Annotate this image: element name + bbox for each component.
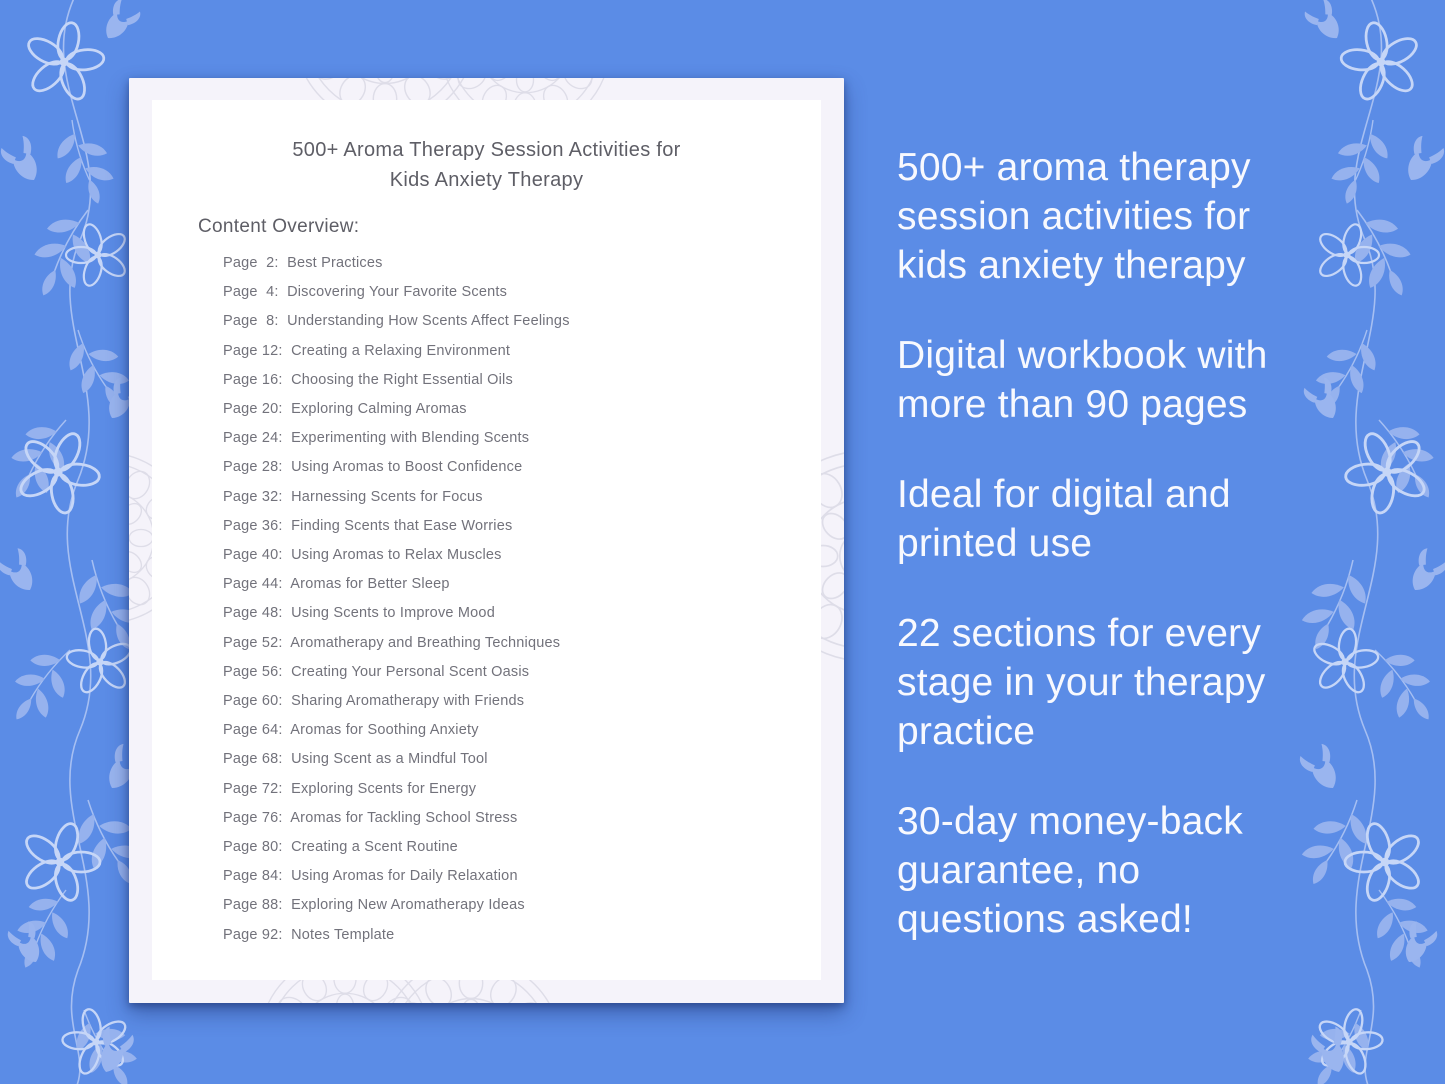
content-overview-heading: Content Overview: bbox=[198, 216, 360, 237]
toc-item: Page 8: Understanding How Scents Affect Feelings bbox=[223, 313, 570, 330]
marketing-text-line: Digital workbook with bbox=[897, 334, 1268, 377]
marketing-text-line: practice bbox=[897, 710, 1036, 753]
toc-list bbox=[223, 249, 821, 950]
toc-item: Page 92: Notes Template bbox=[223, 926, 395, 943]
toc-item: Page 60: Sharing Aromatherapy with Friends bbox=[223, 693, 525, 710]
marketing-text-line: Ideal for digital and bbox=[897, 473, 1231, 516]
marketing-text-block bbox=[897, 331, 1367, 429]
workbook-page bbox=[129, 78, 844, 1003]
toc-item: Page 68: Using Scent as a Mindful Tool bbox=[223, 751, 488, 768]
workbook-title-line2: Kids Anxiety Therapy bbox=[389, 169, 584, 191]
workbook-title-line1: 500+ Aroma Therapy Session Activities for bbox=[292, 139, 681, 161]
toc-item: Page 88: Exploring New Aromatherapy Ideas bbox=[223, 897, 525, 914]
marketing-text-line: printed use bbox=[897, 522, 1093, 565]
toc-item: Page 80: Creating a Scent Routine bbox=[223, 839, 458, 856]
marketing-text-block bbox=[897, 609, 1367, 756]
marketing-text-block bbox=[897, 470, 1367, 568]
marketing-text-line: session activities for bbox=[897, 195, 1251, 238]
toc-item: Page 64: Aromas for Soothing Anxiety bbox=[223, 722, 479, 739]
toc-item: Page 40: Using Aromas to Relax Muscles bbox=[223, 547, 502, 564]
workbook-title bbox=[152, 135, 821, 195]
toc-item: Page 76: Aromas for Tackling School Stress bbox=[223, 809, 518, 826]
marketing-panel bbox=[897, 143, 1367, 985]
floral-vine-left bbox=[0, 0, 150, 1084]
marketing-text-line: 22 sections for every bbox=[897, 612, 1262, 655]
marketing-text-line: questions asked! bbox=[897, 898, 1193, 941]
toc-item: Page 56: Creating Your Personal Scent Oasis bbox=[223, 663, 530, 680]
toc-item: Page 24: Experimenting with Blending Scents bbox=[223, 430, 530, 447]
marketing-text-line: stage in your therapy bbox=[897, 661, 1266, 704]
toc-item: Page 16: Choosing the Right Essential Oils bbox=[223, 371, 513, 388]
toc-item: Page 72: Exploring Scents for Energy bbox=[223, 780, 477, 797]
toc-item: Page 2: Best Practices bbox=[223, 255, 383, 271]
toc-item: Page 4: Discovering Your Favorite Scents bbox=[223, 284, 508, 301]
page-sheet bbox=[152, 100, 821, 980]
toc-item: Page 32: Harnessing Scents for Focus bbox=[223, 488, 483, 505]
marketing-text-line: 500+ aroma therapy bbox=[897, 146, 1251, 189]
marketing-text-block bbox=[897, 143, 1367, 290]
marketing-text-line: kids anxiety therapy bbox=[897, 244, 1246, 287]
marketing-text-line: 30-day money-back bbox=[897, 800, 1243, 843]
marketing-text-line: more than 90 pages bbox=[897, 383, 1248, 426]
marketing-text-line: guarantee, no bbox=[897, 849, 1141, 892]
toc-item: Page 84: Using Aromas for Daily Relaxation bbox=[223, 868, 518, 885]
toc-item: Page 52: Aromatherapy and Breathing Techniques bbox=[223, 634, 561, 651]
toc-item: Page 20: Exploring Calming Aromas bbox=[223, 401, 467, 418]
toc-item: Page 44: Aromas for Better Sleep bbox=[223, 576, 450, 593]
marketing-text-block bbox=[897, 797, 1367, 944]
toc-item: Page 12: Creating a Relaxing Environment bbox=[223, 342, 511, 359]
toc-item: Page 36: Finding Scents that Ease Worries bbox=[223, 517, 513, 534]
toc-item: Page 48: Using Scents to Improve Mood bbox=[223, 605, 495, 622]
toc-item: Page 28: Using Aromas to Boost Confidence bbox=[223, 459, 523, 476]
